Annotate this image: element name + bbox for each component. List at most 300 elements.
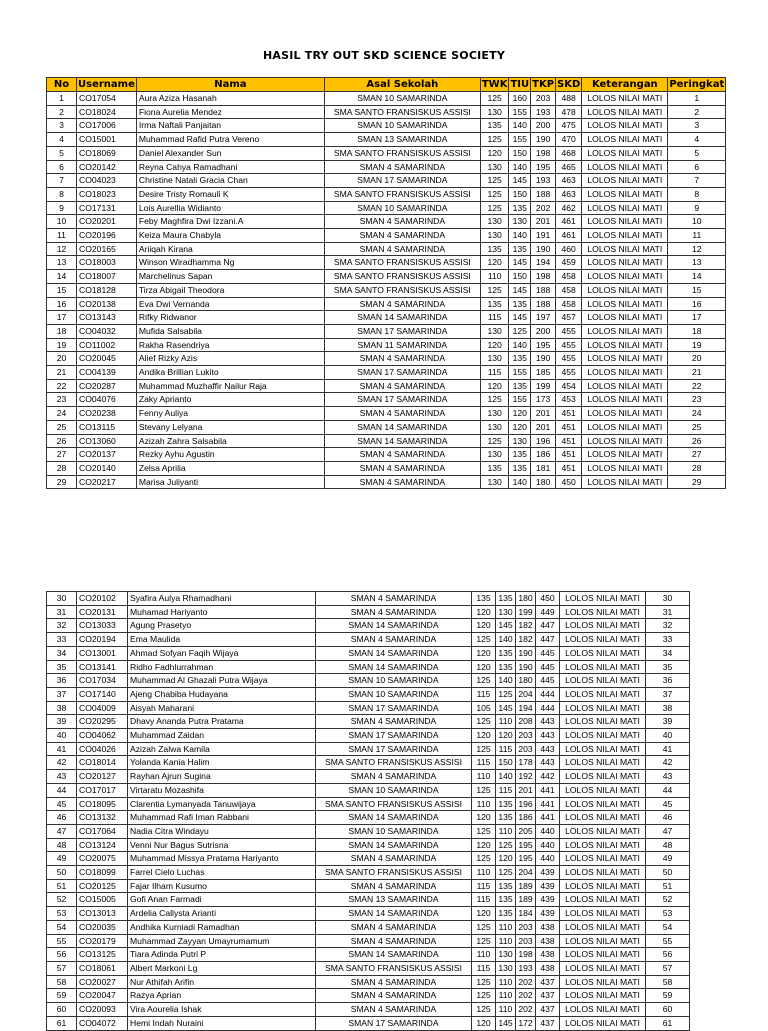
cell-keterangan: LOLOS NILAI MATI — [560, 783, 646, 797]
cell-tkp: 208 — [516, 715, 536, 729]
cell-keterangan: LOLOS NILAI MATI — [560, 674, 646, 688]
cell-peringkat: 10 — [668, 215, 726, 229]
cell-username: CO18099 — [77, 866, 128, 880]
cell-no: 37 — [47, 687, 77, 701]
cell-no: 56 — [47, 948, 77, 962]
cell-twk: 125 — [472, 633, 496, 647]
cell-peringkat: 9 — [668, 201, 726, 215]
cell-tiu: 125 — [509, 324, 531, 338]
cell-asal-sekolah: SMAN 14 SAMARINDA — [324, 311, 480, 325]
cell-no: 2 — [47, 105, 77, 119]
cell-username: CO20045 — [77, 352, 137, 366]
cell-keterangan: LOLOS NILAI MATI — [560, 948, 646, 962]
cell-username: CO13115 — [77, 420, 137, 434]
cell-skd: 475 — [556, 119, 582, 133]
cell-twk: 115 — [472, 756, 496, 770]
cell-tkp: 180 — [531, 475, 556, 489]
cell-peringkat: 27 — [668, 448, 726, 462]
cell-twk: 125 — [472, 783, 496, 797]
cell-keterangan: LOLOS NILAI MATI — [560, 619, 646, 633]
cell-twk: 135 — [480, 297, 509, 311]
cell-no: 5 — [47, 146, 77, 160]
cell-tiu: 140 — [509, 229, 531, 243]
cell-skd: 450 — [536, 592, 560, 606]
cell-username: CO20138 — [77, 297, 137, 311]
cell-twk: 125 — [472, 975, 496, 989]
table-row — [47, 475, 726, 489]
cell-tiu: 150 — [509, 187, 531, 201]
cell-nama: Gofi Anan Farmadi — [128, 893, 316, 907]
cell-asal-sekolah: SMA SANTO FRANSISKUS ASSISI — [316, 961, 472, 975]
cell-twk: 115 — [480, 366, 509, 380]
cell-twk: 110 — [472, 770, 496, 784]
cell-tiu: 150 — [496, 756, 516, 770]
cell-tkp: 186 — [531, 448, 556, 462]
cell-asal-sekolah: SMAN 4 SAMARINDA — [324, 407, 480, 421]
cell-no: 42 — [47, 756, 77, 770]
cell-keterangan: LOLOS NILAI MATI — [582, 283, 668, 297]
cell-keterangan: LOLOS NILAI MATI — [582, 324, 668, 338]
cell-twk: 125 — [472, 1003, 496, 1017]
cell-tiu: 110 — [496, 824, 516, 838]
cell-asal-sekolah: SMAN 4 SAMARINDA — [324, 352, 480, 366]
table-row — [47, 119, 726, 133]
cell-tiu: 130 — [496, 961, 516, 975]
cell-tkp: 200 — [531, 324, 556, 338]
cell-peringkat: 44 — [646, 783, 690, 797]
cell-keterangan: LOLOS NILAI MATI — [582, 311, 668, 325]
cell-peringkat: 47 — [646, 824, 690, 838]
cell-keterangan: LOLOS NILAI MATI — [560, 852, 646, 866]
cell-username: CO20102 — [77, 592, 128, 606]
cell-skd: 437 — [536, 1016, 560, 1030]
cell-keterangan: LOLOS NILAI MATI — [560, 701, 646, 715]
cell-username: CO13013 — [77, 907, 128, 921]
cell-skd: 439 — [536, 907, 560, 921]
cell-tiu: 145 — [509, 283, 531, 297]
cell-tkp: 196 — [516, 797, 536, 811]
cell-keterangan: LOLOS NILAI MATI — [582, 146, 668, 160]
cell-keterangan: LOLOS NILAI MATI — [560, 770, 646, 784]
cell-keterangan: LOLOS NILAI MATI — [560, 824, 646, 838]
cell-tkp: 182 — [516, 633, 536, 647]
table-row — [47, 461, 726, 475]
cell-peringkat: 15 — [668, 283, 726, 297]
cell-nama: Hemi Indah Nuraini — [128, 1016, 316, 1030]
cell-no: 27 — [47, 448, 77, 462]
cell-no: 23 — [47, 393, 77, 407]
cell-keterangan: LOLOS NILAI MATI — [582, 270, 668, 284]
cell-tiu: 135 — [496, 592, 516, 606]
cell-nama: Agung Prasetyo — [128, 619, 316, 633]
cell-skd: 437 — [536, 989, 560, 1003]
cell-asal-sekolah: SMAN 14 SAMARINDA — [316, 811, 472, 825]
cell-twk: 135 — [480, 242, 509, 256]
table-row — [47, 948, 690, 962]
cell-asal-sekolah: SMAN 10 SAMARINDA — [316, 783, 472, 797]
cell-tiu: 110 — [496, 975, 516, 989]
cell-no: 14 — [47, 270, 77, 284]
cell-skd: 451 — [556, 461, 582, 475]
cell-tkp: 191 — [531, 229, 556, 243]
cell-no: 10 — [47, 215, 77, 229]
cell-tkp: 201 — [516, 783, 536, 797]
cell-twk: 120 — [480, 256, 509, 270]
cell-keterangan: LOLOS NILAI MATI — [582, 174, 668, 188]
cell-asal-sekolah: SMAN 4 SAMARINDA — [316, 592, 472, 606]
cell-peringkat: 2 — [668, 105, 726, 119]
cell-peringkat: 18 — [668, 324, 726, 338]
cell-nama: Muhamad Hariyanto — [128, 605, 316, 619]
cell-asal-sekolah: SMAN 17 SAMARINDA — [324, 393, 480, 407]
cell-asal-sekolah: SMAN 4 SAMARINDA — [316, 1003, 472, 1017]
cell-tiu: 135 — [496, 811, 516, 825]
cell-nama: Yolanda Kania Halim — [128, 756, 316, 770]
cell-peringkat: 31 — [646, 605, 690, 619]
cell-asal-sekolah: SMAN 14 SAMARINDA — [316, 838, 472, 852]
cell-peringkat: 1 — [668, 92, 726, 106]
cell-asal-sekolah: SMAN 11 SAMARINDA — [324, 338, 480, 352]
cell-twk: 115 — [480, 311, 509, 325]
cell-keterangan: LOLOS NILAI MATI — [560, 866, 646, 880]
cell-nama: Feby Maghfira Dwi Izzani.A — [136, 215, 324, 229]
cell-nama: Stevany Lelyana — [136, 420, 324, 434]
cell-peringkat: 37 — [646, 687, 690, 701]
cell-keterangan: LOLOS NILAI MATI — [560, 1016, 646, 1030]
cell-keterangan: LOLOS NILAI MATI — [560, 879, 646, 893]
cell-twk: 130 — [480, 105, 509, 119]
cell-tiu: 155 — [509, 393, 531, 407]
cell-keterangan: LOLOS NILAI MATI — [582, 475, 668, 489]
cell-tiu: 140 — [496, 633, 516, 647]
cell-tkp: 181 — [531, 461, 556, 475]
header-tiu: TIU — [510, 79, 530, 90]
table-row — [47, 434, 726, 448]
cell-no: 57 — [47, 961, 77, 975]
cell-peringkat: 46 — [646, 811, 690, 825]
cell-twk: 120 — [472, 907, 496, 921]
cell-tkp: 188 — [531, 297, 556, 311]
cell-username: CO20165 — [77, 242, 137, 256]
cell-twk: 135 — [472, 592, 496, 606]
cell-no: 33 — [47, 633, 77, 647]
cell-asal-sekolah: SMAN 4 SAMARINDA — [324, 229, 480, 243]
cell-tiu: 145 — [509, 174, 531, 188]
cell-nama: Aisyah Maharani — [128, 701, 316, 715]
cell-no: 61 — [47, 1016, 77, 1030]
cell-nama: Farrel Cielo Luchas — [128, 866, 316, 880]
cell-nama: Eva Dwi Vernanda — [136, 297, 324, 311]
cell-tkp: 205 — [516, 824, 536, 838]
page-title: HASIL TRY OUT SKD SCIENCE SOCIETY — [262, 49, 505, 62]
cell-no: 31 — [47, 605, 77, 619]
results-table-part-2 — [46, 591, 690, 1031]
cell-tkp: 197 — [531, 311, 556, 325]
cell-nama: Ahmad Sofyan Faqih Wijaya — [128, 646, 316, 660]
cell-tkp: 195 — [531, 160, 556, 174]
cell-nama: Nur Athifah Arifin — [128, 975, 316, 989]
cell-keterangan: LOLOS NILAI MATI — [582, 297, 668, 311]
cell-skd: 447 — [536, 619, 560, 633]
cell-no: 3 — [47, 119, 77, 133]
cell-peringkat: 36 — [646, 674, 690, 688]
cell-nama: Muhammad Al Ghazali Putra Wijaya — [128, 674, 316, 688]
cell-keterangan: LOLOS NILAI MATI — [560, 660, 646, 674]
cell-username: CO17034 — [77, 674, 128, 688]
cell-twk: 125 — [472, 934, 496, 948]
table-row — [47, 934, 690, 948]
header-no: No — [47, 78, 77, 92]
cell-peringkat: 28 — [668, 461, 726, 475]
cell-peringkat: 19 — [668, 338, 726, 352]
cell-username: CO15001 — [77, 133, 137, 147]
cell-username: CO04026 — [77, 742, 128, 756]
cell-no: 13 — [47, 256, 77, 270]
cell-twk: 125 — [472, 674, 496, 688]
cell-skd: 458 — [556, 283, 582, 297]
cell-username: CO20217 — [77, 475, 137, 489]
table-row — [47, 270, 726, 284]
cell-skd: 451 — [556, 420, 582, 434]
cell-asal-sekolah: SMAN 4 SAMARINDA — [324, 461, 480, 475]
cell-no: 17 — [47, 311, 77, 325]
cell-tiu: 110 — [496, 989, 516, 1003]
cell-nama: Syafira Aulya Rhamadhani — [128, 592, 316, 606]
cell-twk: 130 — [480, 229, 509, 243]
cell-asal-sekolah: SMAN 17 SAMARINDA — [324, 174, 480, 188]
cell-tiu: 140 — [509, 338, 531, 352]
cell-no: 41 — [47, 742, 77, 756]
cell-peringkat: 57 — [646, 961, 690, 975]
table-row — [47, 879, 690, 893]
cell-tiu: 145 — [496, 1016, 516, 1030]
cell-skd: 461 — [556, 229, 582, 243]
cell-skd: 465 — [556, 160, 582, 174]
cell-tiu: 135 — [496, 797, 516, 811]
table-row — [47, 1016, 690, 1030]
cell-tiu: 145 — [509, 256, 531, 270]
cell-no: 38 — [47, 701, 77, 715]
cell-username: CO18069 — [77, 146, 137, 160]
cell-username: CO04032 — [77, 324, 137, 338]
cell-twk: 125 — [480, 187, 509, 201]
cell-peringkat: 48 — [646, 838, 690, 852]
table-row — [47, 592, 690, 606]
cell-tkp: 203 — [531, 92, 556, 106]
cell-username: CO20196 — [77, 229, 137, 243]
cell-keterangan: LOLOS NILAI MATI — [582, 119, 668, 133]
cell-tiu: 140 — [509, 475, 531, 489]
cell-no: 1 — [47, 92, 77, 106]
table-row — [47, 1003, 690, 1017]
cell-skd: 455 — [556, 338, 582, 352]
cell-asal-sekolah: SMA SANTO FRANSISKUS ASSISI — [324, 283, 480, 297]
cell-username: CO20287 — [77, 379, 137, 393]
header-username: Username — [78, 79, 135, 90]
cell-tiu: 135 — [496, 893, 516, 907]
cell-no: 44 — [47, 783, 77, 797]
cell-tiu: 140 — [509, 160, 531, 174]
cell-tkp: 202 — [516, 975, 536, 989]
cell-nama: Andika Brillian Lukito — [136, 366, 324, 380]
table-row — [47, 324, 726, 338]
cell-tiu: 130 — [509, 215, 531, 229]
table-row — [47, 229, 726, 243]
cell-username: CO11002 — [77, 338, 137, 352]
cell-no: 54 — [47, 920, 77, 934]
cell-tkp: 202 — [516, 989, 536, 1003]
cell-username: CO17140 — [77, 687, 128, 701]
table-row — [47, 824, 690, 838]
cell-skd: 463 — [556, 187, 582, 201]
cell-tkp: 186 — [516, 811, 536, 825]
cell-no: 8 — [47, 187, 77, 201]
cell-tiu: 120 — [496, 852, 516, 866]
cell-no: 20 — [47, 352, 77, 366]
table-row — [47, 174, 726, 188]
table-row — [47, 448, 726, 462]
table-row — [47, 633, 690, 647]
cell-tkp: 203 — [516, 742, 536, 756]
cell-twk: 125 — [480, 434, 509, 448]
cell-asal-sekolah: SMAN 4 SAMARINDA — [324, 448, 480, 462]
table-row — [47, 283, 726, 297]
cell-nama: Rayhan Ajrun Sugina — [128, 770, 316, 784]
cell-peringkat: 59 — [646, 989, 690, 1003]
cell-skd: 444 — [536, 687, 560, 701]
cell-username: CO18023 — [77, 187, 137, 201]
cell-tiu: 145 — [496, 619, 516, 633]
cell-tkp: 198 — [531, 146, 556, 160]
cell-keterangan: LOLOS NILAI MATI — [582, 407, 668, 421]
table-row — [47, 783, 690, 797]
cell-no: 15 — [47, 283, 77, 297]
cell-keterangan: LOLOS NILAI MATI — [582, 201, 668, 215]
cell-asal-sekolah: SMAN 4 SAMARINDA — [316, 605, 472, 619]
cell-keterangan: LOLOS NILAI MATI — [582, 461, 668, 475]
cell-nama: Ajeng Chabiba Hudayana — [128, 687, 316, 701]
cell-username: CO13001 — [77, 646, 128, 660]
cell-no: 28 — [47, 461, 77, 475]
cell-nama: Fiona Aurelia Mendez — [136, 105, 324, 119]
cell-tiu: 145 — [496, 701, 516, 715]
cell-keterangan: LOLOS NILAI MATI — [560, 961, 646, 975]
cell-keterangan: LOLOS NILAI MATI — [582, 160, 668, 174]
cell-asal-sekolah: SMAN 10 SAMARINDA — [324, 92, 480, 106]
cell-keterangan: LOLOS NILAI MATI — [582, 379, 668, 393]
cell-username: CO20075 — [77, 852, 128, 866]
cell-peringkat: 43 — [646, 770, 690, 784]
cell-username: CO18128 — [77, 283, 137, 297]
cell-tkp: 185 — [531, 366, 556, 380]
cell-twk: 120 — [480, 379, 509, 393]
cell-nama: Winson Wiradhamma Ng — [136, 256, 324, 270]
cell-keterangan: LOLOS NILAI MATI — [560, 756, 646, 770]
cell-skd: 444 — [536, 701, 560, 715]
cell-peringkat: 34 — [646, 646, 690, 660]
cell-twk: 120 — [472, 1016, 496, 1030]
cell-username: CO18061 — [77, 961, 128, 975]
cell-twk: 130 — [480, 420, 509, 434]
cell-skd: 438 — [536, 920, 560, 934]
cell-twk: 115 — [472, 879, 496, 893]
header-nama: Nama — [136, 78, 324, 92]
cell-no: 32 — [47, 619, 77, 633]
table-row — [47, 297, 726, 311]
cell-tiu: 135 — [509, 352, 531, 366]
cell-asal-sekolah: SMA SANTO FRANSISKUS ASSISI — [324, 270, 480, 284]
cell-keterangan: LOLOS NILAI MATI — [560, 729, 646, 743]
cell-keterangan: LOLOS NILAI MATI — [582, 256, 668, 270]
cell-peringkat: 16 — [668, 297, 726, 311]
cell-keterangan: LOLOS NILAI MATI — [582, 105, 668, 119]
cell-peringkat: 30 — [646, 592, 690, 606]
cell-tiu: 155 — [509, 133, 531, 147]
table-row — [47, 729, 690, 743]
cell-no: 53 — [47, 907, 77, 921]
cell-twk: 110 — [472, 797, 496, 811]
cell-username: CO17064 — [77, 824, 128, 838]
cell-keterangan: LOLOS NILAI MATI — [582, 434, 668, 448]
cell-tiu: 120 — [509, 407, 531, 421]
table-row — [47, 646, 690, 660]
cell-twk: 115 — [472, 687, 496, 701]
cell-keterangan: LOLOS NILAI MATI — [582, 215, 668, 229]
cell-username: CO20140 — [77, 461, 137, 475]
cell-asal-sekolah: SMAN 4 SAMARINDA — [316, 715, 472, 729]
cell-keterangan: LOLOS NILAI MATI — [582, 187, 668, 201]
cell-skd: 445 — [536, 674, 560, 688]
table-row — [47, 619, 690, 633]
table-row — [47, 146, 726, 160]
cell-username: CO04009 — [77, 701, 128, 715]
cell-tiu: 155 — [509, 366, 531, 380]
cell-peringkat: 52 — [646, 893, 690, 907]
cell-skd: 468 — [556, 146, 582, 160]
cell-skd: 439 — [536, 866, 560, 880]
cell-keterangan: LOLOS NILAI MATI — [582, 352, 668, 366]
cell-skd: 442 — [536, 770, 560, 784]
cell-peringkat: 42 — [646, 756, 690, 770]
cell-nama: Fenny Auliya — [136, 407, 324, 421]
cell-skd: 440 — [536, 824, 560, 838]
cell-no: 35 — [47, 660, 77, 674]
cell-tiu: 160 — [509, 92, 531, 106]
cell-nama: Marisa Juliyanti — [136, 475, 324, 489]
cell-tkp: 190 — [531, 242, 556, 256]
cell-peringkat: 21 — [668, 366, 726, 380]
cell-tiu: 140 — [496, 770, 516, 784]
cell-tiu: 140 — [496, 674, 516, 688]
cell-tiu: 155 — [509, 105, 531, 119]
cell-peringkat: 12 — [668, 242, 726, 256]
cell-username: CO20131 — [77, 605, 128, 619]
cell-tkp: 172 — [516, 1016, 536, 1030]
cell-nama: Muhammad Zaidan — [128, 729, 316, 743]
cell-peringkat: 54 — [646, 920, 690, 934]
cell-tkp: 195 — [531, 338, 556, 352]
cell-tkp: 189 — [516, 879, 536, 893]
cell-asal-sekolah: SMAN 4 SAMARINDA — [324, 475, 480, 489]
cell-tiu: 150 — [509, 270, 531, 284]
table-row — [47, 838, 690, 852]
cell-asal-sekolah: SMAN 4 SAMARINDA — [316, 633, 472, 647]
cell-tiu: 130 — [496, 948, 516, 962]
table-row — [47, 811, 690, 825]
cell-asal-sekolah: SMAN 4 SAMARINDA — [316, 852, 472, 866]
cell-peringkat: 6 — [668, 160, 726, 174]
cell-no: 55 — [47, 934, 77, 948]
